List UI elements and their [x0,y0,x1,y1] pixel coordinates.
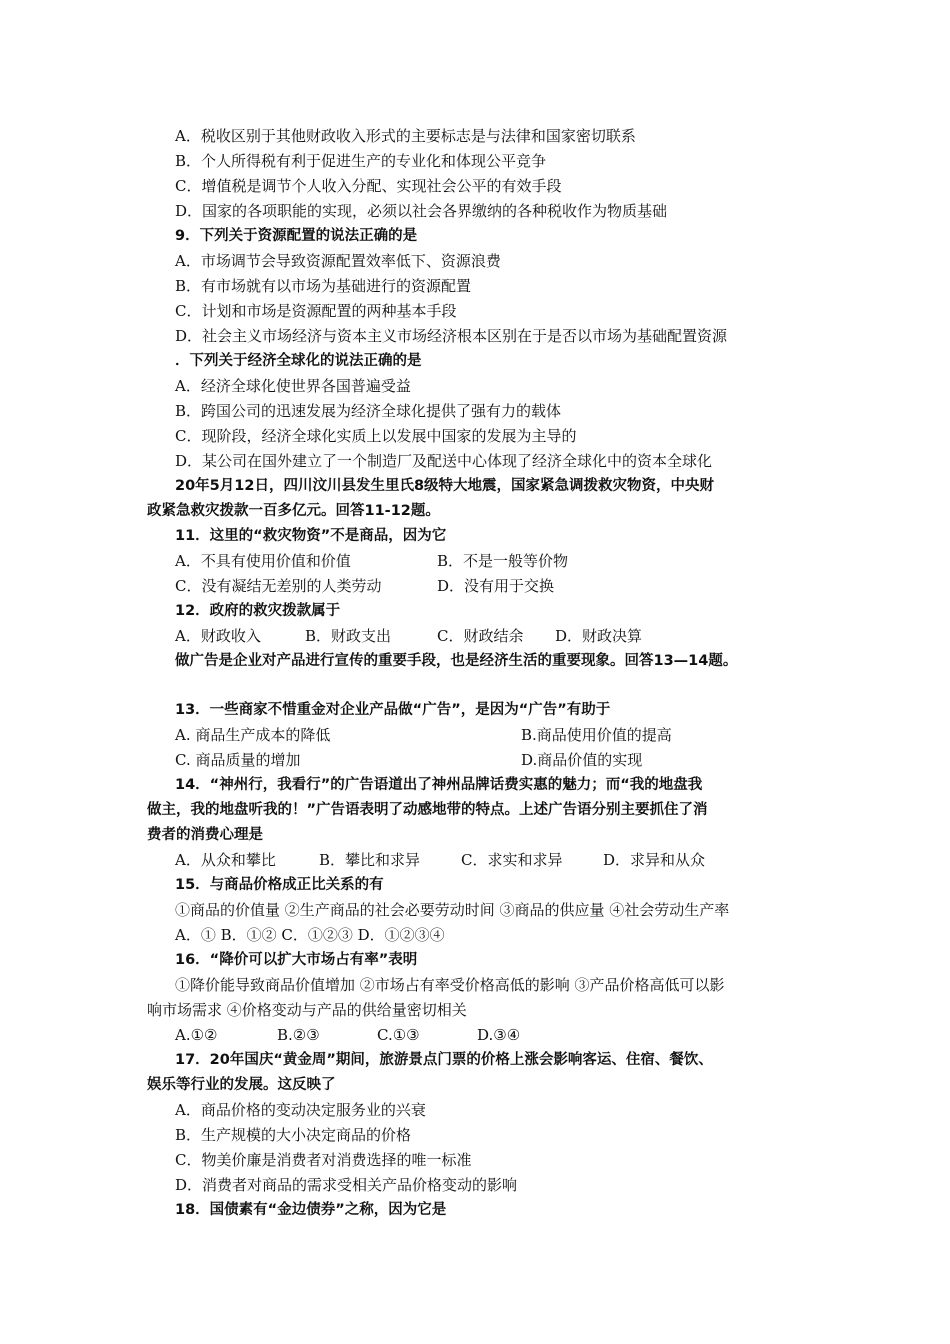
option-12b: B．财政支出 [305,627,392,645]
passage-earthquake-cont: 政紧急救灾拨款一百多亿元。回答11-12题。 [147,503,440,519]
question-14-cont1: 做主，我的地盘听我的！”广告语表明了动感地带的特点。上述广告语分别主要抓住了消 [147,802,708,818]
option-9d: D．社会主义市场经济与资本主义市场经济根本区别在于是否以市场为基础配置资源 [175,327,728,345]
options-11-ab [175,551,568,571]
question-11: 11．这里的“救灾物资”不是商品，因为它 [175,528,447,544]
option-16b: B.②③ [277,1026,320,1044]
question-10: ．下列关于经济全球化的说法正确的是 [175,353,422,369]
option-17d: D．消费者对商品的需求受相关产品价格变动的影响 [175,1176,518,1194]
option-14d: D．求异和从众 [603,851,706,869]
option-11c: C．没有凝结无差别的人类劳动 [175,577,382,595]
option-9a: A．市场调节会导致资源配置效率低下、资源浪费 [175,252,501,270]
option-14c: C．求实和求异 [461,851,563,869]
option-12d: D．财政决算 [555,627,643,645]
statements-16-cont: 响市场需求 ④价格变动与产品的供给量密切相关 [147,1001,467,1019]
option-10b: B．跨国公司的迅速发展为经济全球化提供了强有力的载体 [175,402,562,420]
question-14-cont2: 费者的消费心理是 [147,827,263,843]
passage-advertising: 做广告是企业对产品进行宣传的重要手段，也是经济生活的重要现象。回答13—14题。 [175,653,738,669]
option-10c: C．现阶段，经济全球化实质上以发展中国家的发展为主导的 [175,427,577,445]
option-13c: C. 商品质量的增加 [175,751,301,769]
option-11d: D．没有用于交换 [437,577,555,595]
statements-16: ①降价能导致商品价值增加 ②市场占有率受价格高低的影响 ③产品价格高低可以影 [175,976,725,994]
option-17b: B．生产规模的大小决定商品的价格 [175,1126,412,1144]
option-17a: A．商品价格的变动决定服务业的兴衰 [175,1101,426,1119]
question-18: 18．国债素有“金边债券”之称，因为它是 [175,1202,447,1218]
options-12 [175,626,642,646]
statements-15: ①商品的价值量 ②生产商品的社会必要劳动时间 ③商品的供应量 ④社会劳动生产率 [175,901,730,919]
question-17-cont: 娱乐等行业的发展。这反映了 [147,1077,336,1093]
question-12: 12．政府的救灾拨款属于 [175,603,341,619]
question-9: 9．下列关于资源配置的说法正确的是 [175,228,418,244]
question-17: 17．20年国庆“黄金周”期间，旅游景点门票的价格上涨会影响客运、住宿、餐饮、 [175,1052,713,1068]
option-8a: A．税收区别于其他财政收入形式的主要标志是与法律和国家密切联系 [175,127,636,145]
option-8b: B．个人所得税有利于促进生产的专业化和体现公平竞争 [175,152,547,170]
option-14b: B．攀比和求异 [319,851,421,869]
option-16a: A.①② [175,1026,218,1044]
option-8c: C．增值税是调节个人收入分配、实现社会公平的有效手段 [175,177,562,195]
passage-earthquake: 20年5月12日，四川汶川县发生里氏8级特大地震，国家紧急调拨救灾物资，中央财 [175,478,715,494]
option-9c: C．计划和市场是资源配置的两种基本手段 [175,302,457,320]
option-8d: D．国家的各项职能的实现，必须以社会各界缴纳的各种税收作为物质基础 [175,202,668,220]
options-13-cd [175,750,642,770]
option-10a: A．经济全球化使世界各国普遍受益 [175,377,411,395]
option-11a: A．不具有使用价值和价值 [175,552,351,570]
option-9b: B．有市场就有以市场为基础进行的资源配置 [175,277,472,295]
option-16c: C.①③ [377,1026,420,1044]
option-11b: B．不是一般等价物 [437,552,569,570]
question-14: 14．“神州行，我看行”的广告语道出了神州品牌话费实惠的魅力；而“我的地盘我 [175,777,703,793]
option-17c: C．物美价廉是消费者对消费选择的唯一标准 [175,1151,472,1169]
option-12c: C．财政结余 [437,627,524,645]
option-14a: A．从众和攀比 [175,851,276,869]
options-14 [175,850,705,870]
option-13d: D.商品价值的实现 [521,751,643,769]
options-11-cd [175,576,554,596]
option-16d: D.③④ [477,1026,521,1044]
options-15: A．① B．①② C．①②③ D．①②③④ [175,926,445,944]
options-16 [175,1025,520,1045]
question-16: 16．“降价可以扩大市场占有率”表明 [175,952,418,968]
options-13-ab [175,725,672,745]
question-15: 15．与商品价格成正比关系的有 [175,877,384,893]
question-13: 13．一些商家不惜重金对企业产品做“广告”，是因为“广告”有助于 [175,702,611,718]
option-12a: A．财政收入 [175,627,261,645]
option-13b: B.商品使用价值的提高 [521,726,672,744]
option-10d: D．某公司在国外建立了一个制造厂及配送中心体现了经济全球化中的资本全球化 [175,452,713,470]
option-13a: A. 商品生产成本的降低 [175,726,331,744]
